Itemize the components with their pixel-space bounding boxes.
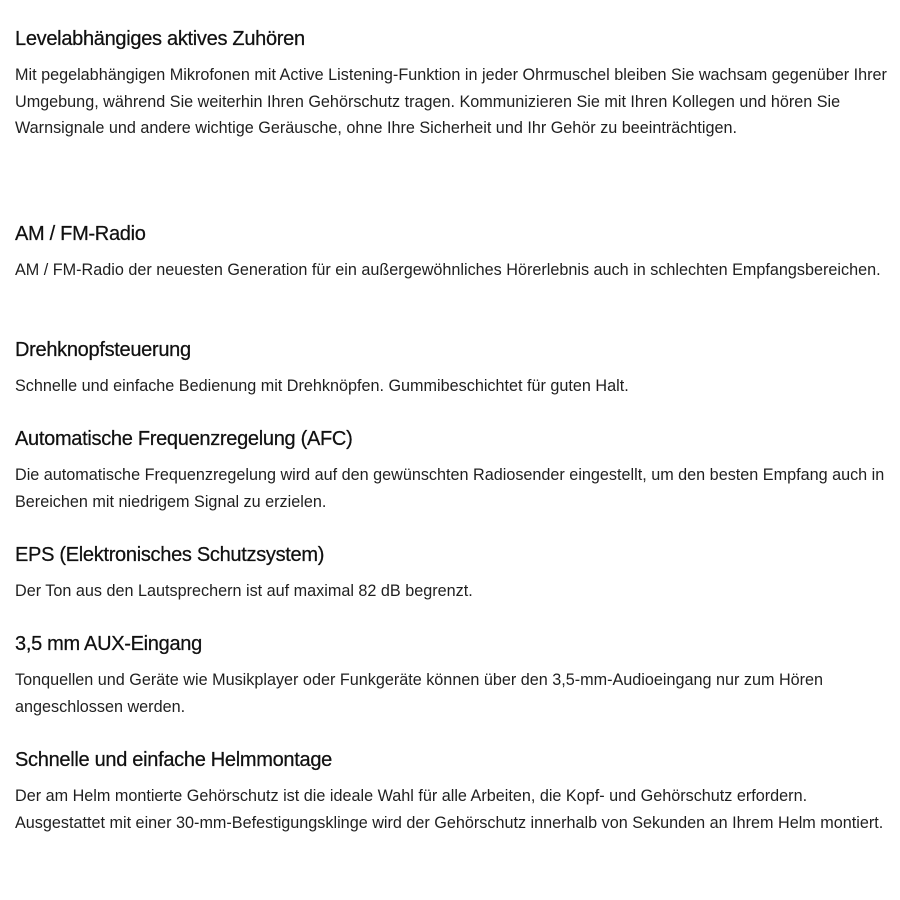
feature-section-aux-input (15, 631, 890, 720)
feature-section-active-listening (15, 26, 890, 142)
feature-section-afc (15, 426, 890, 515)
feature-heading: 3,5 mm AUX-Eingang (15, 633, 202, 655)
feature-heading: Schnelle und einfache Helmmontage (15, 749, 332, 771)
feature-description: Schnelle und einfache Bedienung mit Drehknöpfen. Gummibeschichtet für guten Halt. (15, 377, 629, 395)
feature-section-eps (15, 542, 890, 605)
feature-heading: AM / FM-Radio (15, 223, 146, 245)
feature-heading: Automatische Frequenzregelung (AFC) (15, 428, 353, 450)
feature-description: Der Ton aus den Lautsprechern ist auf maximal 82 dB begrenzt. (15, 582, 473, 600)
feature-description: Der am Helm montierte Gehörschutz ist die ideale Wahl für alle Arbeiten, die Kopf- und Gehörschutz erfordern. Ausgestattet mit einer 30-mm-Befestigungsklinge wird der Gehörschutz innerhalb von Sekunden an Ihrem Helm montiert. (15, 787, 884, 832)
feature-section-knob-control (15, 337, 890, 400)
feature-heading: Drehknopfsteuerung (15, 339, 191, 361)
feature-heading: Levelabhängiges aktives Zuhören (15, 28, 305, 50)
feature-description: AM / FM-Radio der neuesten Generation für ein außergewöhnliches Hörerlebnis auch in schlechten Empfangsbereichen. (15, 261, 881, 279)
feature-description: Mit pegelabhängigen Mikrofonen mit Active Listening-Funktion in jeder Ohrmuschel bleiben Sie wachsam gegenüber Ihrer Umgebung, während Sie weiterhin Ihren Gehörschutz tragen. Kommunizieren Sie mit Ihren Kollegen und hören Sie Warnsignale und andere wichtige Geräusche, ohne Ihre Sicherheit und Ihr Gehör zu beeinträchtigen. (15, 66, 887, 137)
feature-section-radio (15, 221, 890, 284)
feature-description: Tonquellen und Geräte wie Musikplayer oder Funkgeräte können über den 3,5-mm-Audioeingang nur zum Hören angeschlossen werden. (15, 671, 824, 716)
feature-section-helmet-mount (15, 747, 890, 836)
feature-description: Die automatische Frequenzregelung wird auf den gewünschten Radiosender eingestellt, um den besten Empfang auch in Bereichen mit niedrigem Signal zu erzielen. (15, 466, 885, 511)
feature-heading: EPS (Elektronisches Schutzsystem) (15, 544, 325, 566)
